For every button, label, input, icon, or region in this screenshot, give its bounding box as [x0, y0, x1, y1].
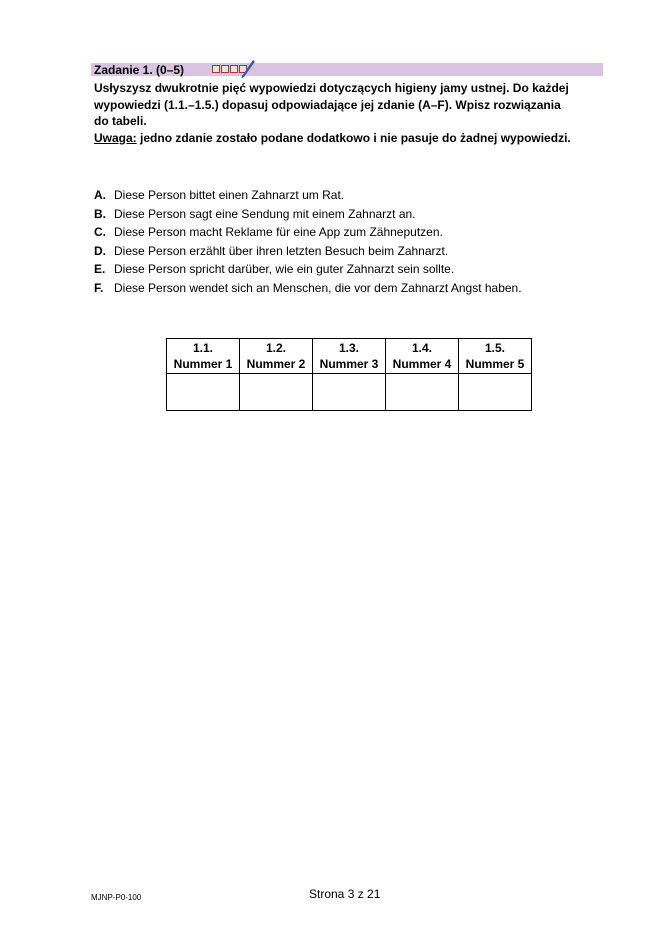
column-label: Nummer 1 — [173, 357, 233, 371]
answer-table-header-cell — [386, 339, 459, 374]
answer-table-header-cell — [240, 339, 313, 374]
pen-icon — [240, 58, 256, 78]
option-letter: E. — [94, 262, 106, 276]
column-number: 1.5. — [484, 341, 505, 355]
option-text: Diese Person erzählt über ihren letzten Besuch beim Zahnarzt. — [114, 243, 449, 258]
score-box-icon — [230, 65, 238, 73]
task-instruction — [94, 80, 604, 146]
answer-cell-4[interactable] — [386, 374, 459, 411]
option-text: Diese Person macht Reklame für eine App zum Zähneputzen. — [114, 225, 443, 239]
option-c — [94, 223, 522, 242]
option-b — [94, 205, 522, 224]
option-d — [94, 242, 522, 261]
option-letter: B. — [94, 206, 106, 221]
score-box-icon — [212, 65, 220, 73]
note-text: jedno zdanie zostało podane dodatkowo i nie pasuje do żadnej wypowiedzi. — [136, 130, 571, 145]
instruction-line: wypowiedzi (1.1.–1.5.) dopasuj odpowiadające jej zdanie (A–F). Wpisz rozwiązania — [94, 97, 561, 112]
note-label: Uwaga: — [94, 130, 137, 145]
answer-cell-3[interactable] — [313, 374, 386, 411]
answer-cell-5[interactable] — [459, 374, 532, 411]
option-text: Diese Person wendet sich an Menschen, die vor dem Zahnarzt Angst haben. — [114, 280, 522, 295]
instruction-line: Usłyszysz dwukrotnie pięć wypowiedzi dotyczących higieny jamy ustnej. Do każdej — [94, 81, 569, 95]
answer-table-header-cell — [313, 339, 386, 374]
option-text: Diese Person bittet einen Zahnarzt um Rat. — [114, 188, 345, 202]
score-box-icon — [221, 65, 229, 73]
answer-options-list — [94, 186, 522, 297]
option-e — [94, 260, 522, 279]
option-letter: A. — [94, 188, 106, 202]
answer-table-header-row — [167, 339, 532, 374]
column-label: Nummer 5 — [465, 357, 525, 371]
option-letter: D. — [94, 243, 106, 258]
instruction-line: do tabeli. — [94, 114, 147, 128]
answer-table-header-cell — [459, 339, 532, 374]
option-letter: F. — [94, 280, 104, 295]
column-label: Nummer 4 — [392, 357, 452, 371]
answer-table — [166, 338, 532, 411]
option-text: Diese Person spricht darüber, wie ein guter Zahnarzt sein sollte. — [114, 262, 455, 276]
option-a — [94, 186, 522, 205]
option-text: Diese Person sagt eine Sendung mit einem Zahnarzt an. — [114, 206, 416, 221]
option-f — [94, 279, 522, 298]
answer-table-header-cell — [167, 339, 240, 374]
column-label: Nummer 2 — [246, 357, 306, 371]
task-title: Zadanie 1. (0–5) — [94, 63, 185, 77]
answer-cell-2[interactable] — [240, 374, 313, 411]
column-number: 1.2. — [265, 341, 286, 355]
column-number: 1.3. — [338, 341, 359, 355]
column-number: 1.4. — [411, 341, 432, 355]
option-letter: C. — [94, 225, 106, 239]
column-number: 1.1. — [192, 341, 213, 355]
exam-code: MJNP-P0-100 — [91, 893, 142, 902]
answer-table-input-row — [167, 374, 532, 411]
page-number: Strona 3 z 21 — [309, 887, 381, 901]
scoring-icon-group — [212, 58, 256, 78]
answer-cell-1[interactable] — [167, 374, 240, 411]
column-label: Nummer 3 — [319, 357, 379, 371]
instruction-note — [94, 130, 604, 147]
